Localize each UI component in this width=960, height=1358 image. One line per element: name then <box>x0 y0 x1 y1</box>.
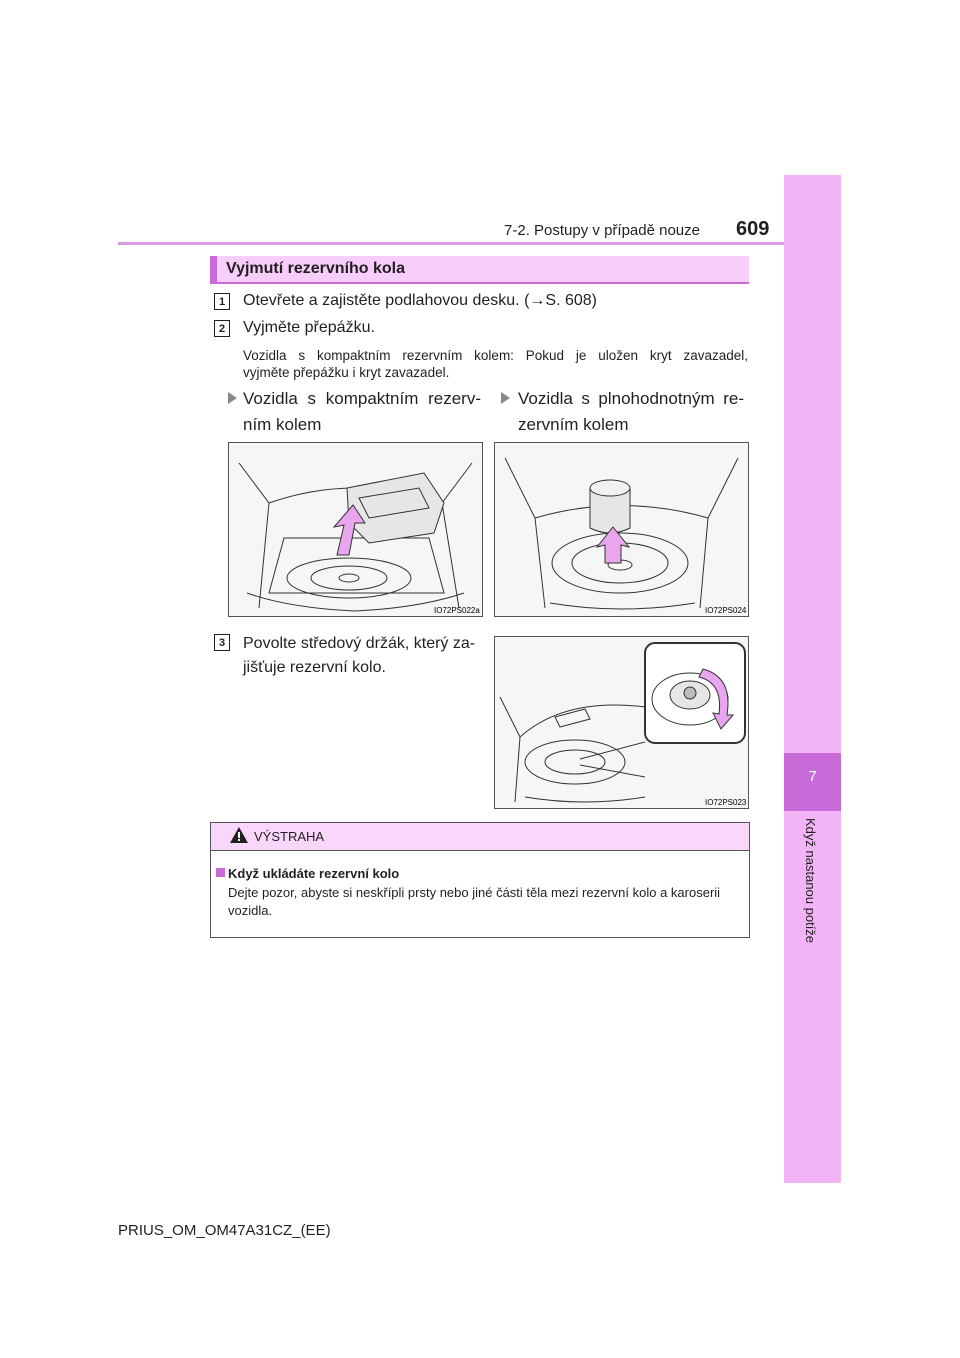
warning-triangle-icon <box>229 826 249 844</box>
step-2-note <box>243 347 748 381</box>
warning-title: VÝSTRAHA <box>254 829 325 844</box>
figure-center-bracket-illustration <box>494 636 749 809</box>
step-2-note-line-1: Vozidla s kompaktním rezervním kolem: Pokud je uložen kryt zavazadel, <box>243 348 748 363</box>
figure-code-1: IO72PS022a <box>434 606 480 615</box>
chapter-title: Když nastanou potíže <box>803 818 818 944</box>
step-text-3-line-1: Povolte středový držák, který za- <box>243 635 476 652</box>
warning-item-title: Když ukládáte rezervní kolo <box>228 866 400 881</box>
figure-full-spare-illustration <box>494 442 749 617</box>
step-text-3 <box>243 632 481 680</box>
triangle-bullet-icon <box>228 392 237 404</box>
page-number: 609 <box>736 218 770 240</box>
step-text-1: Otevřete a zajistěte podlahovou desku. (→S. 608) <box>243 292 597 309</box>
triangle-bullet-icon <box>501 392 510 404</box>
variant-full-line-1: Vozidla s plnohodnotným re- <box>518 389 744 408</box>
header-divider <box>118 242 784 245</box>
figure-code-2: IO72PS024 <box>705 606 747 615</box>
variant-compact <box>243 386 481 438</box>
step-text-2: Vyjměte přepážku. <box>243 319 375 336</box>
trunk-partition-drawing <box>229 443 482 616</box>
variant-full-line-2: zervním kolem <box>518 415 629 434</box>
square-bullet-icon <box>216 868 225 877</box>
step-number-3: 3 <box>214 634 230 651</box>
variant-full <box>518 386 744 438</box>
document-footer-code: PRIUS_OM_OM47A31CZ_(EE) <box>118 1222 331 1239</box>
figure-compact-spare-illustration <box>228 442 483 617</box>
chapter-title-vertical <box>800 818 820 968</box>
section-title: Vyjmutí rezervního kola <box>226 260 406 277</box>
chapter-side-tab <box>784 175 841 1183</box>
variant-compact-line-2: ním kolem <box>243 415 322 434</box>
step-2-note-line-2: vyjměte přepážku i kryt zavazadel. <box>243 365 450 380</box>
step-number-2: 2 <box>214 320 230 337</box>
step-text-3-line-2: jišťuje rezervní kolo. <box>243 659 386 676</box>
variant-compact-line-1: Vozidla s kompaktním rezerv- <box>243 389 481 408</box>
step-number-1: 1 <box>214 293 230 310</box>
chapter-number: 7 <box>784 753 841 811</box>
trunk-full-spare-drawing <box>495 443 748 616</box>
header-section-title: 7-2. Postupy v případě nouze <box>504 222 700 239</box>
center-bracket-drawing <box>495 637 748 808</box>
figure-code-3: IO72PS023 <box>705 798 747 807</box>
warning-body: Dejte pozor, abyste si neskřípli prsty nebo jiné části těla mezi rezervní kolo a karoserii vozidla. <box>228 885 721 918</box>
